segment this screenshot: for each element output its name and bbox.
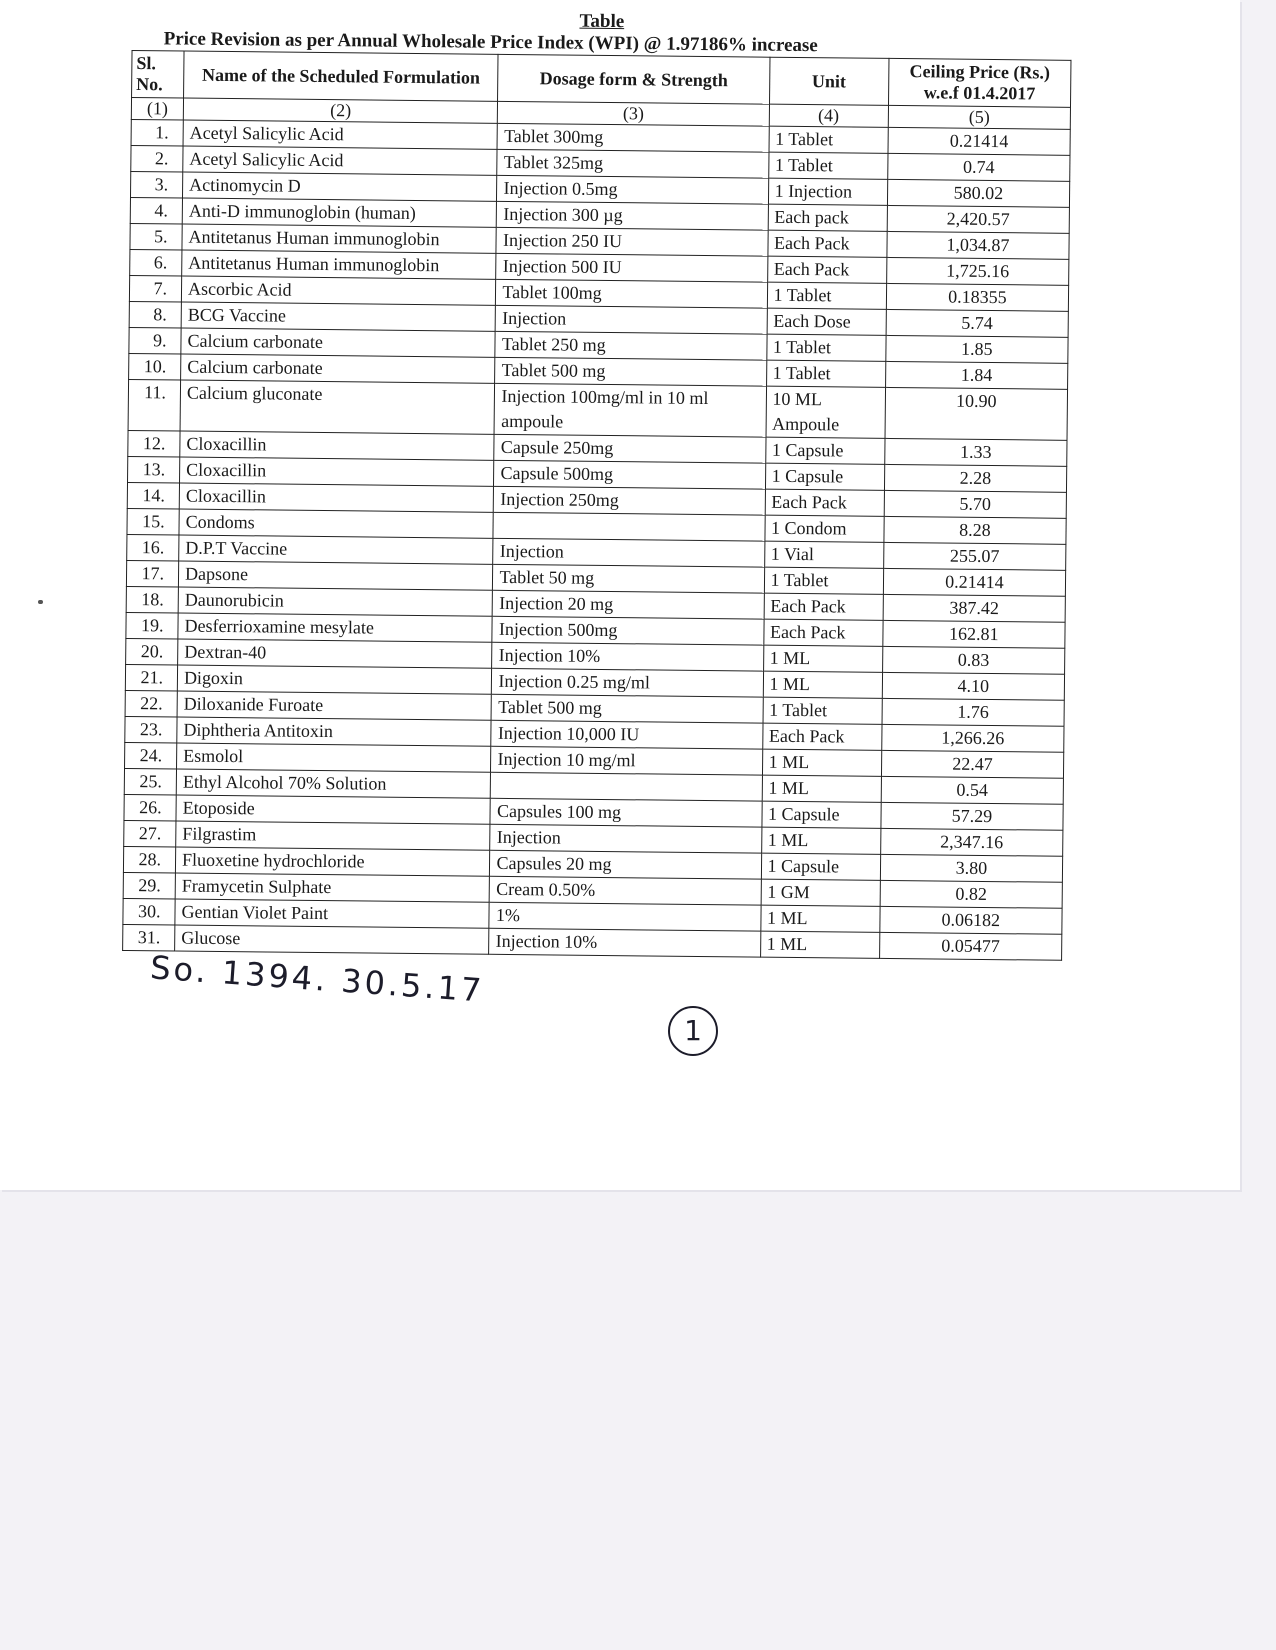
table-subcaption: Price Revision as per Annual Wholesale Price Index (WPI) @ 1.97186% increase <box>163 28 818 57</box>
col-number: (5) <box>888 105 1070 129</box>
cell-sl-no: 22. <box>125 690 177 717</box>
cell-ceiling-price: 22.47 <box>881 750 1063 778</box>
cell-ceiling-price: 2.28 <box>884 464 1066 492</box>
cell-formulation-name: Antitetanus Human immunoglobin <box>182 224 497 253</box>
cell-sl-no: 27. <box>124 820 176 847</box>
cell-ceiling-price: 5.70 <box>884 490 1066 518</box>
col-number: (3) <box>498 101 769 126</box>
cell-ceiling-price: 1,725.16 <box>886 257 1068 285</box>
header-sl: Sl. No. <box>132 51 185 99</box>
handwritten-note: So. 1394. 30.5.17 <box>149 948 486 1010</box>
cell-sl-no: 11. <box>128 379 181 431</box>
cell-unit: 1 Condom <box>764 515 884 542</box>
cell-sl-no: 19. <box>126 612 178 639</box>
cell-dosage: Capsules 100 mg <box>490 798 761 827</box>
cell-sl-no: 12. <box>128 430 180 457</box>
cell-ceiling-price: 1,266.26 <box>882 724 1064 752</box>
cell-ceiling-price: 5.74 <box>886 309 1068 337</box>
cell-unit: 1 Capsule <box>765 437 885 464</box>
cell-formulation-name: Esmolol <box>177 743 492 772</box>
cell-sl-no: 21. <box>125 664 177 691</box>
cell-formulation-name: BCG Vaccine <box>181 302 496 331</box>
cell-ceiling-price: 580.02 <box>887 179 1069 207</box>
cell-dosage: Injection 500 IU <box>496 253 767 282</box>
cell-dosage: Injection 300 µg <box>497 201 768 230</box>
cell-unit: Each Dose <box>767 308 887 335</box>
cell-unit: 1 Tablet <box>766 334 886 361</box>
cell-unit: 1 ML <box>760 931 880 958</box>
cell-formulation-name: Ascorbic Acid <box>181 276 496 305</box>
cell-formulation-name: Dextran-40 <box>178 639 493 668</box>
cell-sl-no: 4. <box>130 197 182 224</box>
cell-sl-no: 20. <box>126 638 178 665</box>
cell-unit: Each pack <box>768 204 888 231</box>
cell-formulation-name: Antitetanus Human immunoglobin <box>182 250 497 279</box>
cell-ceiling-price: 1.85 <box>886 335 1068 363</box>
cell-unit: 1 Capsule <box>765 463 885 490</box>
cell-sl-no: 29. <box>123 872 175 899</box>
cell-ceiling-price: 0.83 <box>882 646 1064 674</box>
col-number: (2) <box>183 98 498 123</box>
cell-dosage: Injection 10% <box>489 928 760 957</box>
cell-dosage: Injection <box>496 305 767 334</box>
cell-ceiling-price: 1,034.87 <box>887 231 1069 259</box>
cell-unit: 1 Tablet <box>764 567 884 594</box>
cell-ceiling-price: 0.54 <box>881 776 1063 804</box>
cell-sl-no: 28. <box>123 846 175 873</box>
cell-unit: 1 ML <box>762 749 882 776</box>
cell-dosage: Injection <box>490 824 761 853</box>
cell-ceiling-price: 162.81 <box>883 620 1065 648</box>
cell-formulation-name: Digoxin <box>177 665 492 694</box>
cell-ceiling-price: 0.21414 <box>883 568 1065 596</box>
cell-ceiling-price: 0.74 <box>888 153 1070 181</box>
cell-ceiling-price: 0.18355 <box>886 283 1068 311</box>
cell-dosage: Injection 0.5mg <box>497 175 768 204</box>
cell-dosage: Injection 250mg <box>494 486 765 515</box>
cell-formulation-name: Actinomycin D <box>183 172 498 201</box>
cell-ceiling-price: 10.90 <box>885 387 1068 440</box>
cell-sl-no: 18. <box>126 586 178 613</box>
cell-formulation-name: Fluoxetine hydrochloride <box>175 847 490 876</box>
cell-dosage: Injection 250 IU <box>496 227 767 256</box>
cell-unit: 1 ML <box>763 645 883 672</box>
cell-formulation-name: Daunorubicin <box>178 587 493 616</box>
cell-dosage: Cream 0.50% <box>490 876 761 905</box>
cell-unit: Each Pack <box>765 489 885 516</box>
cell-dosage: Injection 100mg/ml in 10 ml ampoule <box>495 383 767 437</box>
cell-sl-no: 6. <box>130 249 182 276</box>
cell-unit: 1 Injection <box>768 178 888 205</box>
cell-dosage: Capsule 250mg <box>494 434 765 463</box>
cell-sl-no: 17. <box>126 560 178 587</box>
header-unit: Unit <box>769 57 889 105</box>
cell-dosage: Tablet 500 mg <box>495 357 766 386</box>
cell-ceiling-price: 4.10 <box>882 672 1064 700</box>
cell-dosage: Injection <box>493 538 764 567</box>
cell-formulation-name: Cloxacillin <box>180 457 495 486</box>
cell-ceiling-price: 1.84 <box>885 361 1067 389</box>
col-number: (4) <box>769 104 888 127</box>
cell-formulation-name: Calcium gluconate <box>180 380 495 434</box>
cell-unit: 1 Tablet <box>769 126 889 153</box>
table-body <box>123 119 1071 960</box>
cell-unit: 1 ML <box>760 905 880 932</box>
cell-sl-no: 2. <box>131 145 183 172</box>
cell-dosage: 1% <box>489 902 760 931</box>
cell-ceiling-price: 2,347.16 <box>880 828 1062 856</box>
cell-unit: Each Pack <box>767 256 887 283</box>
cell-sl-no: 16. <box>127 534 179 561</box>
cell-formulation-name: Desferrioxamine mesylate <box>178 613 493 642</box>
cell-unit: Each Pack <box>764 593 884 620</box>
table-caption: Table <box>579 10 625 33</box>
cell-sl-no: 30. <box>123 898 175 925</box>
cell-dosage: Injection 500mg <box>492 616 763 645</box>
cell-sl-no: 7. <box>129 275 181 302</box>
cell-formulation-name: Diloxanide Furoate <box>177 691 492 720</box>
cell-ceiling-price: 1.33 <box>885 438 1067 466</box>
document <box>122 6 1072 961</box>
cell-ceiling-price: 8.28 <box>884 516 1066 544</box>
cell-unit: Each Pack <box>763 619 883 646</box>
cell-unit: 1 Vial <box>764 541 884 568</box>
cell-dosage: Tablet 300mg <box>497 123 768 152</box>
cell-sl-no: 10. <box>129 353 181 380</box>
cell-sl-no: 9. <box>129 327 181 354</box>
cell-dosage <box>493 512 764 541</box>
cell-dosage: Injection 0.25 mg/ml <box>492 668 763 697</box>
cell-dosage: Injection 10 mg/ml <box>491 746 762 775</box>
cell-ceiling-price: 0.06182 <box>880 906 1062 934</box>
cell-unit: 1 Capsule <box>761 801 881 828</box>
cell-sl-no: 5. <box>130 223 182 250</box>
price-table <box>122 50 1071 961</box>
cell-sl-no: 25. <box>124 768 176 795</box>
cell-sl-no: 31. <box>123 924 175 951</box>
cell-sl-no: 8. <box>129 301 181 328</box>
cell-sl-no: 14. <box>127 482 179 509</box>
cell-formulation-name: Ethyl Alcohol 70% Solution <box>176 769 491 798</box>
cell-ceiling-price: 387.42 <box>883 594 1065 622</box>
cell-unit: 1 Capsule <box>761 853 881 880</box>
cell-formulation-name: Acetyl Salicylic Acid <box>183 120 498 149</box>
scan-speck <box>38 600 43 604</box>
cell-dosage: Tablet 100mg <box>496 279 767 308</box>
header-dosage: Dosage form & Strength <box>498 54 770 104</box>
cell-formulation-name: Diphtheria Antitoxin <box>177 717 492 746</box>
cell-formulation-name: Anti-D immunoglobin (human) <box>182 198 497 227</box>
cell-dosage: Injection 10,000 IU <box>491 720 762 749</box>
cell-sl-no: 26. <box>124 794 176 821</box>
cell-formulation-name: Framycetin Sulphate <box>175 873 490 902</box>
cell-formulation-name: Filgrastim <box>176 821 491 850</box>
cell-dosage <box>491 772 762 801</box>
cell-formulation-name: D.P.T Vaccine <box>179 535 494 564</box>
cell-sl-no: 13. <box>128 456 180 483</box>
cell-unit: 10 ML Ampoule <box>766 386 886 438</box>
cell-formulation-name: Condoms <box>179 509 494 538</box>
cell-unit: 1 Tablet <box>767 282 887 309</box>
cell-dosage: Capsules 20 mg <box>490 850 761 879</box>
cell-ceiling-price: 255.07 <box>883 542 1065 570</box>
cell-unit: 1 ML <box>762 775 882 802</box>
cell-formulation-name: Cloxacillin <box>179 483 494 512</box>
cell-formulation-name: Etoposide <box>176 795 491 824</box>
cell-unit: Each Pack <box>767 230 887 257</box>
cell-sl-no: 24. <box>125 742 177 769</box>
header-name: Name of the Scheduled Formulation <box>184 51 499 101</box>
cell-dosage: Tablet 500 mg <box>492 694 763 723</box>
cell-ceiling-price: 2,420.57 <box>887 205 1069 233</box>
col-number: (1) <box>131 98 183 121</box>
header-price: Ceiling Price (Rs.) w.e.f 01.4.2017 <box>888 58 1071 107</box>
cell-ceiling-price: 1.76 <box>882 698 1064 726</box>
handwritten-page-number: 1 <box>668 1006 718 1056</box>
cell-formulation-name: Dapsone <box>178 561 493 590</box>
cell-unit: 1 ML <box>763 671 883 698</box>
cell-formulation-name: Calcium carbonate <box>181 328 496 357</box>
cell-unit: 1 Tablet <box>766 360 886 387</box>
cell-unit: 1 ML <box>761 827 881 854</box>
cell-dosage: Tablet 50 mg <box>493 564 764 593</box>
cell-sl-no: 3. <box>130 171 182 198</box>
cell-ceiling-price: 3.80 <box>880 854 1062 882</box>
cell-dosage: Tablet 325mg <box>497 149 768 178</box>
cell-ceiling-price: 0.82 <box>880 880 1062 908</box>
cell-unit: 1 GM <box>761 879 881 906</box>
cell-formulation-name: Acetyl Salicylic Acid <box>183 146 498 175</box>
cell-formulation-name: Glucose <box>175 925 490 954</box>
cell-dosage: Tablet 250 mg <box>495 331 766 360</box>
cell-ceiling-price: 57.29 <box>881 802 1063 830</box>
cell-ceiling-price: 0.21414 <box>888 127 1070 155</box>
cell-dosage: Capsule 500mg <box>494 460 765 489</box>
cell-sl-no: 23. <box>125 716 177 743</box>
cell-sl-no: 15. <box>127 508 179 535</box>
cell-formulation-name: Calcium carbonate <box>181 354 496 383</box>
cell-dosage: Injection 10% <box>492 642 763 671</box>
cell-sl-no: 1. <box>131 119 183 146</box>
cell-ceiling-price: 0.05477 <box>879 932 1061 960</box>
cell-unit: 1 Tablet <box>768 152 888 179</box>
cell-unit: Each Pack <box>762 723 882 750</box>
cell-unit: 1 Tablet <box>763 697 883 724</box>
cell-dosage: Injection 20 mg <box>493 590 764 619</box>
cell-formulation-name: Cloxacillin <box>180 431 495 460</box>
cell-formulation-name: Gentian Violet Paint <box>175 899 490 928</box>
